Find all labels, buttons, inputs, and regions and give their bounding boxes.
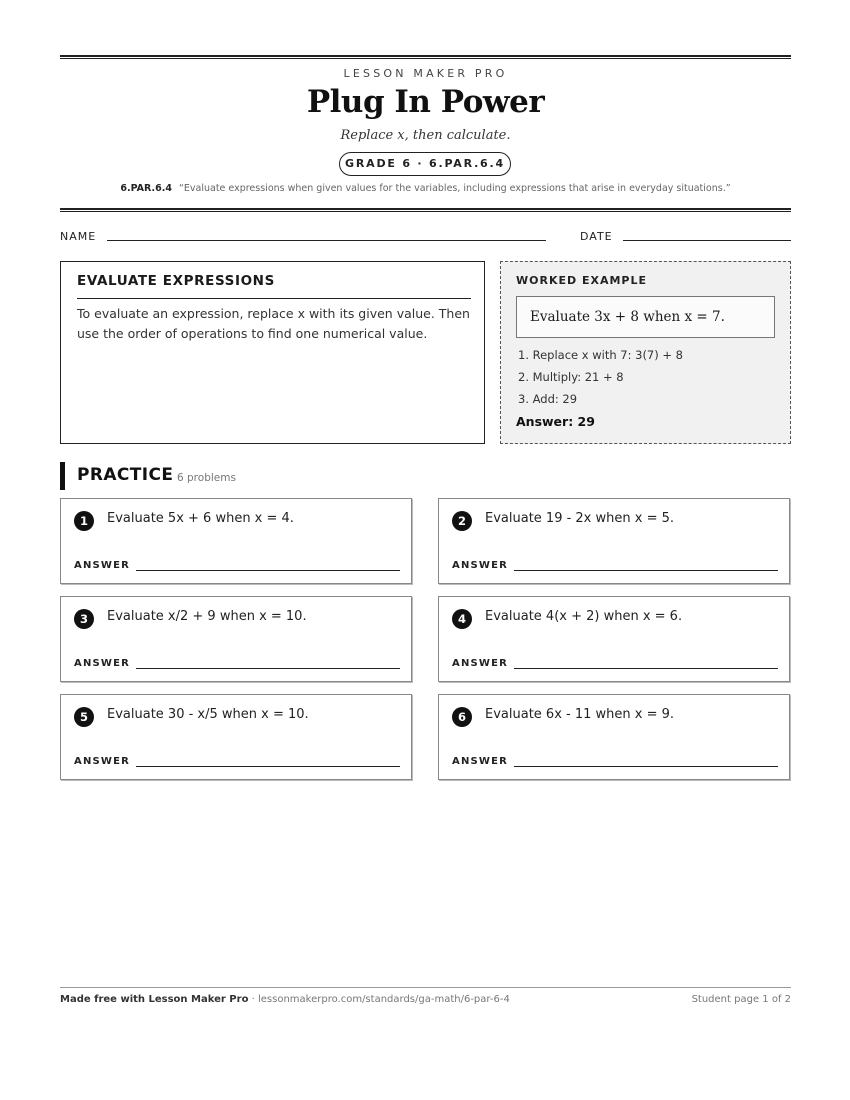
standard-code: 6.PAR.6.4 [120, 183, 172, 194]
worked-step: 3. Add: 29 [518, 392, 578, 406]
practice-count: 6 problems [177, 472, 236, 484]
problem-text: Evaluate x/2 + 9 when x = 10. [107, 609, 307, 624]
problem-card-6 [438, 694, 790, 780]
problem-card-4 [438, 596, 790, 682]
answer-field[interactable] [136, 570, 400, 571]
worked-example-prompt: Evaluate 3x + 8 when x = 7. [516, 296, 775, 338]
page-subtitle: Replace x, then calculate. [340, 128, 511, 143]
answer-label: ANSWER [452, 756, 509, 767]
header-bottom-rule [60, 208, 791, 212]
grade-badge: GRADE 6 · 6.PAR.6.4 [339, 152, 511, 176]
answer-label: ANSWER [74, 560, 131, 571]
problem-card-5 [60, 694, 412, 780]
footer-rule [60, 987, 791, 988]
worked-step: 2. Multiply: 21 + 8 [518, 370, 624, 384]
problem-card-2 [438, 498, 790, 584]
problem-text: Evaluate 6x - 11 when x = 9. [485, 707, 675, 722]
problem-number-badge: 6 [452, 707, 472, 727]
problem-text: Evaluate 4(x + 2) when x = 6. [485, 609, 683, 624]
evaluate-expressions-box [60, 261, 485, 444]
worked-step: 1. Replace x with 7: 3(7) + 8 [518, 348, 684, 362]
answer-label: ANSWER [452, 658, 509, 669]
standard-description [60, 183, 791, 194]
problem-number-badge: 2 [452, 511, 472, 531]
answer-field[interactable] [514, 766, 778, 767]
answer-label: ANSWER [74, 756, 131, 767]
worked-example-label: WORKED EXAMPLE [516, 274, 647, 287]
problem-number-badge: 5 [74, 707, 94, 727]
problem-card-3 [60, 596, 412, 682]
header-top-rule [60, 55, 791, 59]
name-label: NAME [60, 230, 97, 243]
evaluate-body: To evaluate an expression, replace x with its given value. Then use the order of operations to find one numerical value. [77, 306, 470, 341]
name-field[interactable] [107, 240, 546, 241]
answer-field[interactable] [136, 668, 400, 669]
page-title: Plug In Power [306, 84, 545, 120]
worked-example-steps [518, 344, 683, 410]
footer-page-number: Student page 1 of 2 [691, 994, 791, 1005]
standard-text: “Evaluate expressions when given values for the variables, including expressions that arise in everyday situations.” [178, 183, 731, 194]
practice-heading: PRACTICE [77, 465, 174, 485]
answer-field[interactable] [136, 766, 400, 767]
answer-label: ANSWER [452, 560, 509, 571]
footer-credit [60, 994, 510, 1005]
problem-card-1 [60, 498, 412, 584]
date-field[interactable] [623, 240, 791, 241]
problem-number-badge: 3 [74, 609, 94, 629]
problem-text: Evaluate 5x + 6 when x = 4. [107, 511, 294, 526]
worked-example-answer: Answer: 29 [516, 414, 595, 429]
worked-example-box [500, 261, 791, 444]
problem-text: Evaluate 19 - 2x when x = 5. [485, 511, 675, 526]
problem-number-badge: 4 [452, 609, 472, 629]
footer-made-with: Made free with Lesson Maker Pro [60, 994, 249, 1005]
problem-number-badge: 1 [74, 511, 94, 531]
practice-accent-bar [60, 462, 65, 490]
worksheet-page [60, 0, 791, 1100]
evaluate-divider [77, 298, 471, 299]
answer-field[interactable] [514, 668, 778, 669]
date-label: DATE [580, 230, 613, 243]
footer-url[interactable]: · lessonmakerpro.com/standards/ga-math/6-par-6-4 [248, 994, 510, 1005]
evaluate-heading: EVALUATE EXPRESSIONS [77, 273, 275, 289]
answer-field[interactable] [514, 570, 778, 571]
brand-name: LESSON MAKER PRO [343, 67, 508, 80]
problem-text: Evaluate 30 - x/5 when x = 10. [107, 707, 309, 722]
answer-label: ANSWER [74, 658, 131, 669]
